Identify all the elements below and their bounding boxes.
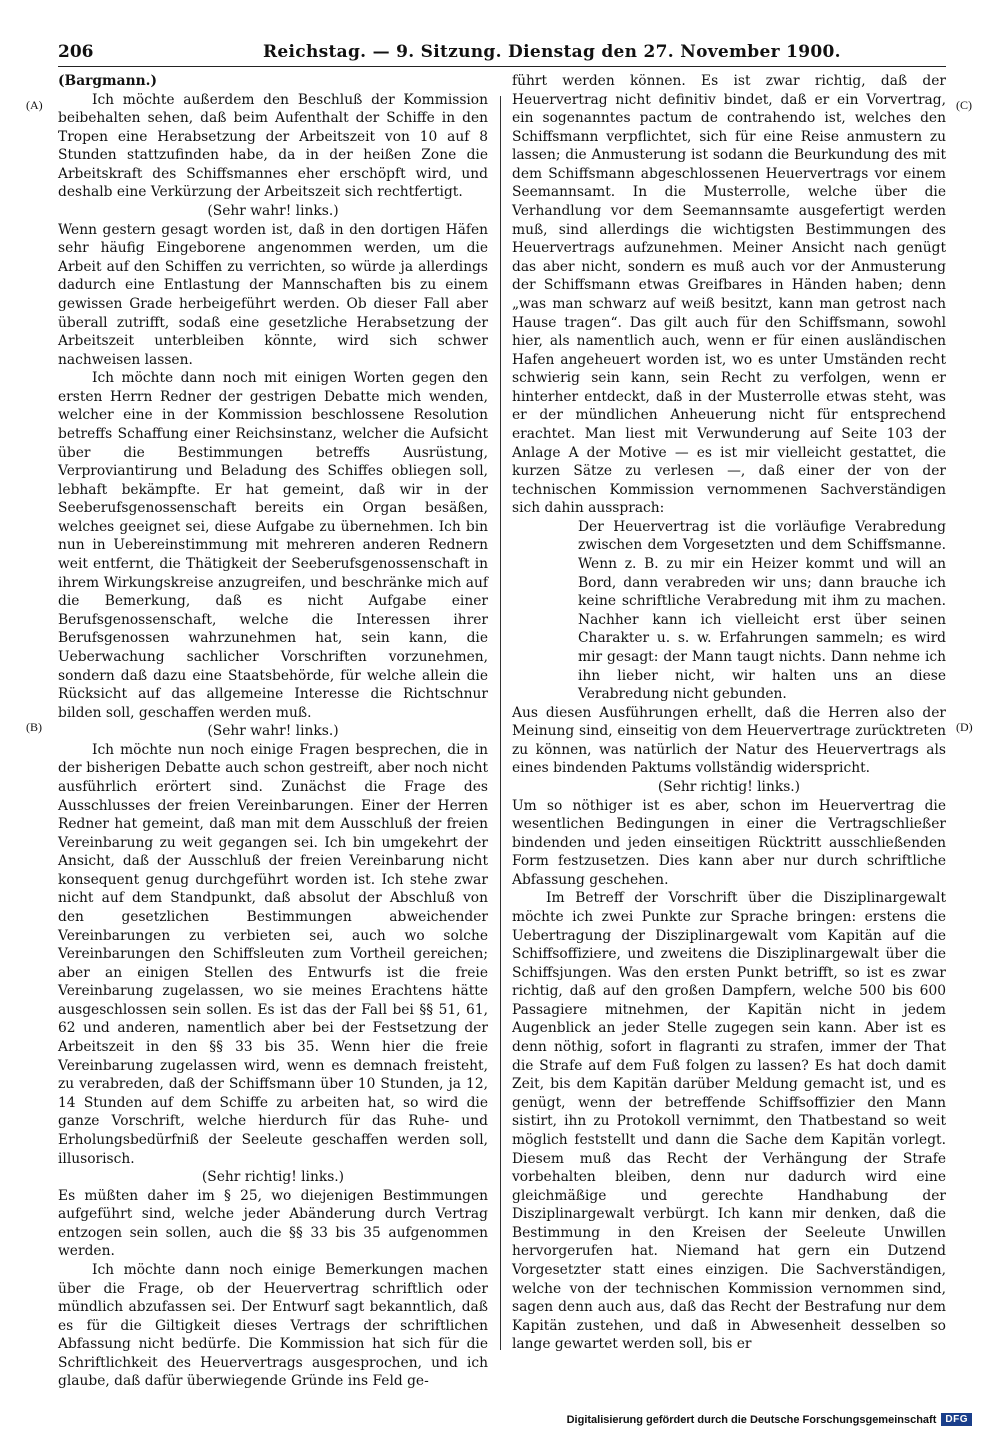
- column-divider: [500, 96, 501, 1350]
- footer-text: Digitalisierung gefördert durch die Deutsche Forschungsgemeinschaft: [566, 1413, 937, 1426]
- margin-mark-d: (D): [956, 720, 973, 734]
- page-header: [58, 42, 946, 67]
- dfg-logo: DFG: [941, 1413, 972, 1426]
- margin-mark-c: (C): [956, 98, 972, 112]
- paragraph: Wenn gestern gesagt worden ist, daß in den dortigen Häfen sehr häufig Eingeborene angenommen werden, um die Arbeit auf den Schiffen zu verrichten, so würde ja allerdings dadurch eine Entlastung der Mannschaften bis zu einem gewissen Grade herbeigeführt werden. Ob dieser Fall aber überall zutrifft, sodaß eine gesetzliche Herabsetzung der Arbeitszeit unterbleiben könnte, wird sich schwer nachweisen lassen.: [58, 221, 488, 368]
- footer-credit: [567, 1413, 972, 1426]
- paragraph: Um so nöthiger ist es aber, schon im Heuervertrag die wesentlichen Bedingungen in einer die Vertragschließer bindenden und jeden einseitigen Rücktritt ausschließenden Form festzusetzen. Dies kann aber nur durch schriftliche Abfassung geschehen.: [512, 797, 946, 888]
- speaker-name: (Bargmann.): [58, 73, 157, 89]
- margin-mark-b: (B): [26, 720, 42, 734]
- paragraph: Aus diesen Ausführungen erhellt, daß die Herren also der Meinung sind, einseitig von dem Heuervertrage zurücktreten zu können, was natürlich der Natur des Heuervertrags als eines bindenden Paktums vollständig widerspricht.: [512, 704, 946, 777]
- interjection: (Sehr richtig! links.): [657, 778, 801, 795]
- interjection: (Sehr wahr! links.): [207, 723, 339, 740]
- paragraph: Ich möchte nun noch einige Fragen besprechen, die in der bisherigen Debatte auch schon gestreift, aber noch nicht ausführlich erörtert sind. Zunächst die Frage des Ausschlusses der freien Vereinbarungen. Einer der Herren Redner hat gemeint, daß man mit dem Ausschluß der freien Vereinbarung zu weit gegangen sei. Ich bin umgekehrt der Ansicht, daß der Ausschluß der freien Vereinbarung nicht konsequent genug durchgeführt worden ist. Ich stehe zwar nicht auf dem Standpunkt, daß absolut der Abschluß von den gesetzlichen Bestimmungen abweichender Vereinbarungen zu verbieten sei, auch wo solche Vereinbarungen den Schiffsleuten zum Vortheil gereichen; aber an einigen Stellen des Entwurfs ist die freie Vereinbarung zugelassen, wo sie meines Erachtens hätte ausgeschlossen sein sollen. Es ist das der Fall bei §§ 51, 61, 62 und anderen, namentlich aber bei der Festsetzung der Arbeitszeit in den §§ 33 bis 35. Wenn hier die freie Vereinbarung zugelassen wird, wenn es demnach freisteht, zu verabreden, daß der Schiffsmann über 10 Stunden, ja 12, 14 Stunden auf dem Schiffe zu arbeiten hat, so wird die ganze Vorschrift, welche hierdurch für das Ruhe- und Erholungsbedürfniß der Seeleute geschaffen werden soll, illusorisch.: [58, 741, 488, 1167]
- margin-mark-a: (A): [26, 98, 43, 112]
- block-quote: Der Heuervertrag ist die vorläufige Verabredung zwischen dem Vorgesetzten und dem Schiffsmanne. Wenn z. B. zu mir ein Heizer kommt und will an Bord, dann verabreden wir uns; dann brauche ich keine schriftliche Verabredung mit ihm zu machen. Nachher kann ich vielleicht erst über seinen Charakter u. s. w. Erfahrungen sammeln; es wird mir gesagt: der Mann taugt nichts. Dann nehme ich ihn lieber nicht, wir halten uns an diese Verabredung nicht gebunden.: [578, 518, 946, 703]
- page-number: 206: [58, 42, 94, 62]
- paragraph: Ich möchte außerdem den Beschluß der Kommission beibehalten sehen, daß beim Aufenthalt der Schiffe in den Tropen eine Herabsetzung der Arbeitszeit von 10 auf 8 Stunden stattzufinden habe, da in der heißen Zone die Arbeitskraft des Schiffsmannes eher erschöpft wird, und deshalb eine Verkürzung der Arbeitszeit sich rechtfertigt.: [58, 91, 488, 201]
- interjection: (Sehr richtig! links.): [201, 1169, 345, 1186]
- right-column: [512, 72, 946, 1354]
- interjection: (Sehr wahr! links.): [207, 203, 339, 220]
- paragraph: Ich möchte dann noch einige Bemerkungen machen über die Frage, ob der Heuervertrag schriftlich oder mündlich abzufassen sei. Der Entwurf sagt bekanntlich, daß es für die Giltigkeit dieses Vertrags der schriftlichen Abfassung nicht bedürfe. Die Kommission hat sich für die Schriftlichkeit des Heuervertrags ausgesprochen, und ich glaube, daß dafür überwiegende Gründe ins Feld ge-: [58, 1262, 488, 1390]
- running-title: Reichstag. — 9. Sitzung. Dienstag den 27. November 1900.: [263, 42, 841, 62]
- paragraph: führt werden können. Es ist zwar richtig, daß der Heuervertrag nicht definitiv bindet, daß er ein Vorvertrag, ein sogenanntes pactum de contrahendo ist, welches den Schiffsmann verpflichtet, sich für eine Reise anmustern zu lassen; die Anmusterung ist sodann die Beurkundung des mit dem Schiffsmann abgeschlossenen Heuervertrags vor einem Seemannsamt. In die Musterrolle, welche über die Verhandlung vor dem Seemannsamte ausgefertigt werden muß, sind allerdings die wichtigsten Bestimmungen des Heuervertrags aufzunehmen. Meiner Ansicht nach genügt das aber nicht, sondern es muß auch vor der Anmusterung der Schiffsmann etwas Greifbares in Händen haben; denn „was man schwarz auf weiß besitzt, kann man getrost nach Hause tragen“. Das gilt auch für den Schiffsmann, sowohl hier, als namentlich auch, wenn er für einen ausländischen Hafen angeheuert worden ist, wo es unter Umständen recht schwierig sein kann, sein Recht zu verfolgen, wenn er hinterher entdeckt, daß in der Musterrolle etwas steht, was er der mündlichen Anheuerung nicht für entsprechend erachtet. Man liest mit Verwunderung auf Seite 103 der Anlage A der Motive — es ist mir vielleicht gestattet, die kurzen Sätze zu verlesen —, daß einer der von der technischen Kommission vernommenen Sachverständigen sich dahin aussprach:: [512, 73, 946, 517]
- paragraph: Ich möchte dann noch mit einigen Worten gegen den ersten Herrn Redner der gestrigen Debatte mich wenden, welcher eine in der Kommission beschlossene Resolution betreffs Schaffung einer Reichsinstanz, welcher die Aufsicht über die Bestimmungen betreffs Ausrüstung, Verproviantirung und Beladung des Schiffes obliegen soll, lebhaft bekämpfte. Er hat gemeint, daß wir in der Seeberufsgenossenschaft bereits ein Organ besäßen, welches geeignet sei, diese Aufgabe zu übernehmen. Ich bin nun in Uebereinstimmung mit mehreren anderen Rednern weit entfernt, die Thätigkeit der Seeberufsgenossenschaft in ihrem Wirkungskreise anzugreifen, und beschränke mich auf die Bemerkung, daß es nicht Aufgabe einer Berufsgenossenschaft, welche die Interessen ihrer Berufsgenossen wahrzunehmen hat, sein kann, die Ueberwachung sachlicher Vorschriften vorzunehmen, sondern daß dazu eine Staatsbehörde, für welche allein die Rücksicht auf das allgemeine Interesse die Richtschnur bilden soll, geschaffen werden muß.: [58, 370, 488, 721]
- paragraph: Im Betreff der Vorschrift über die Disziplinargewalt möchte ich zwei Punkte zur Sprache bringen: erstens die Uebertragung der Disziplinargewalt vom Kapitän auf die Schiffsoffiziere, und zweitens die Disziplinargewalt über die Schiffsjungen. Was den ersten Punkt betrifft, so ist es zwar richtig, daß auf den großen Dampfern, welche 500 bis 600 Passagiere mitnehmen, der Kapitän nicht in jedem Augenblick an jeder Stelle zugegen sein kann. Aber ist es denn nöthig, sofort in flagranti zu strafen, immer der That die Strafe auf dem Fuß folgen zu lassen? Es hat doch damit Zeit, bis dem Kapitän darüber Meldung gemacht ist, und es genügt, wenn der betreffende Schiffsoffizier den Mann sistirt, ihn zu Protokoll vernimmt, den Thatbestand so weit möglich feststellt und dann die Sache dem Kapitän vorlegt. Diesem muß das Recht der Verhängung der Strafe vorbehalten bleiben, denn nur dadurch wird eine gleichmäßige und gerechte Handhabung der Disziplinargewalt verbürgt. Ich kann mir denken, daß die Bestimmung in den Kreisen der Seeleute Unwillen hervorgerufen hat. Niemand hat gern ein Dutzend Vorgesetzter statt eines einzigen. Die Sachverständigen, welche von der technischen Kommission vernommen sind, sagen denn auch aus, daß das Recht der Bestrafung nur dem Kapitän zustehen, und daß in Abwesenheit desselben so lange gewartet werden soll, bis er: [512, 890, 946, 1353]
- paragraph: Es müßten daher im § 25, wo diejenigen Bestimmungen aufgeführt sind, welche jeder Abänderung durch Vertrag entzogen sein sollen, auch die §§ 33 bis 35 aufgenommen werden.: [58, 1187, 488, 1260]
- left-column: [58, 72, 488, 1391]
